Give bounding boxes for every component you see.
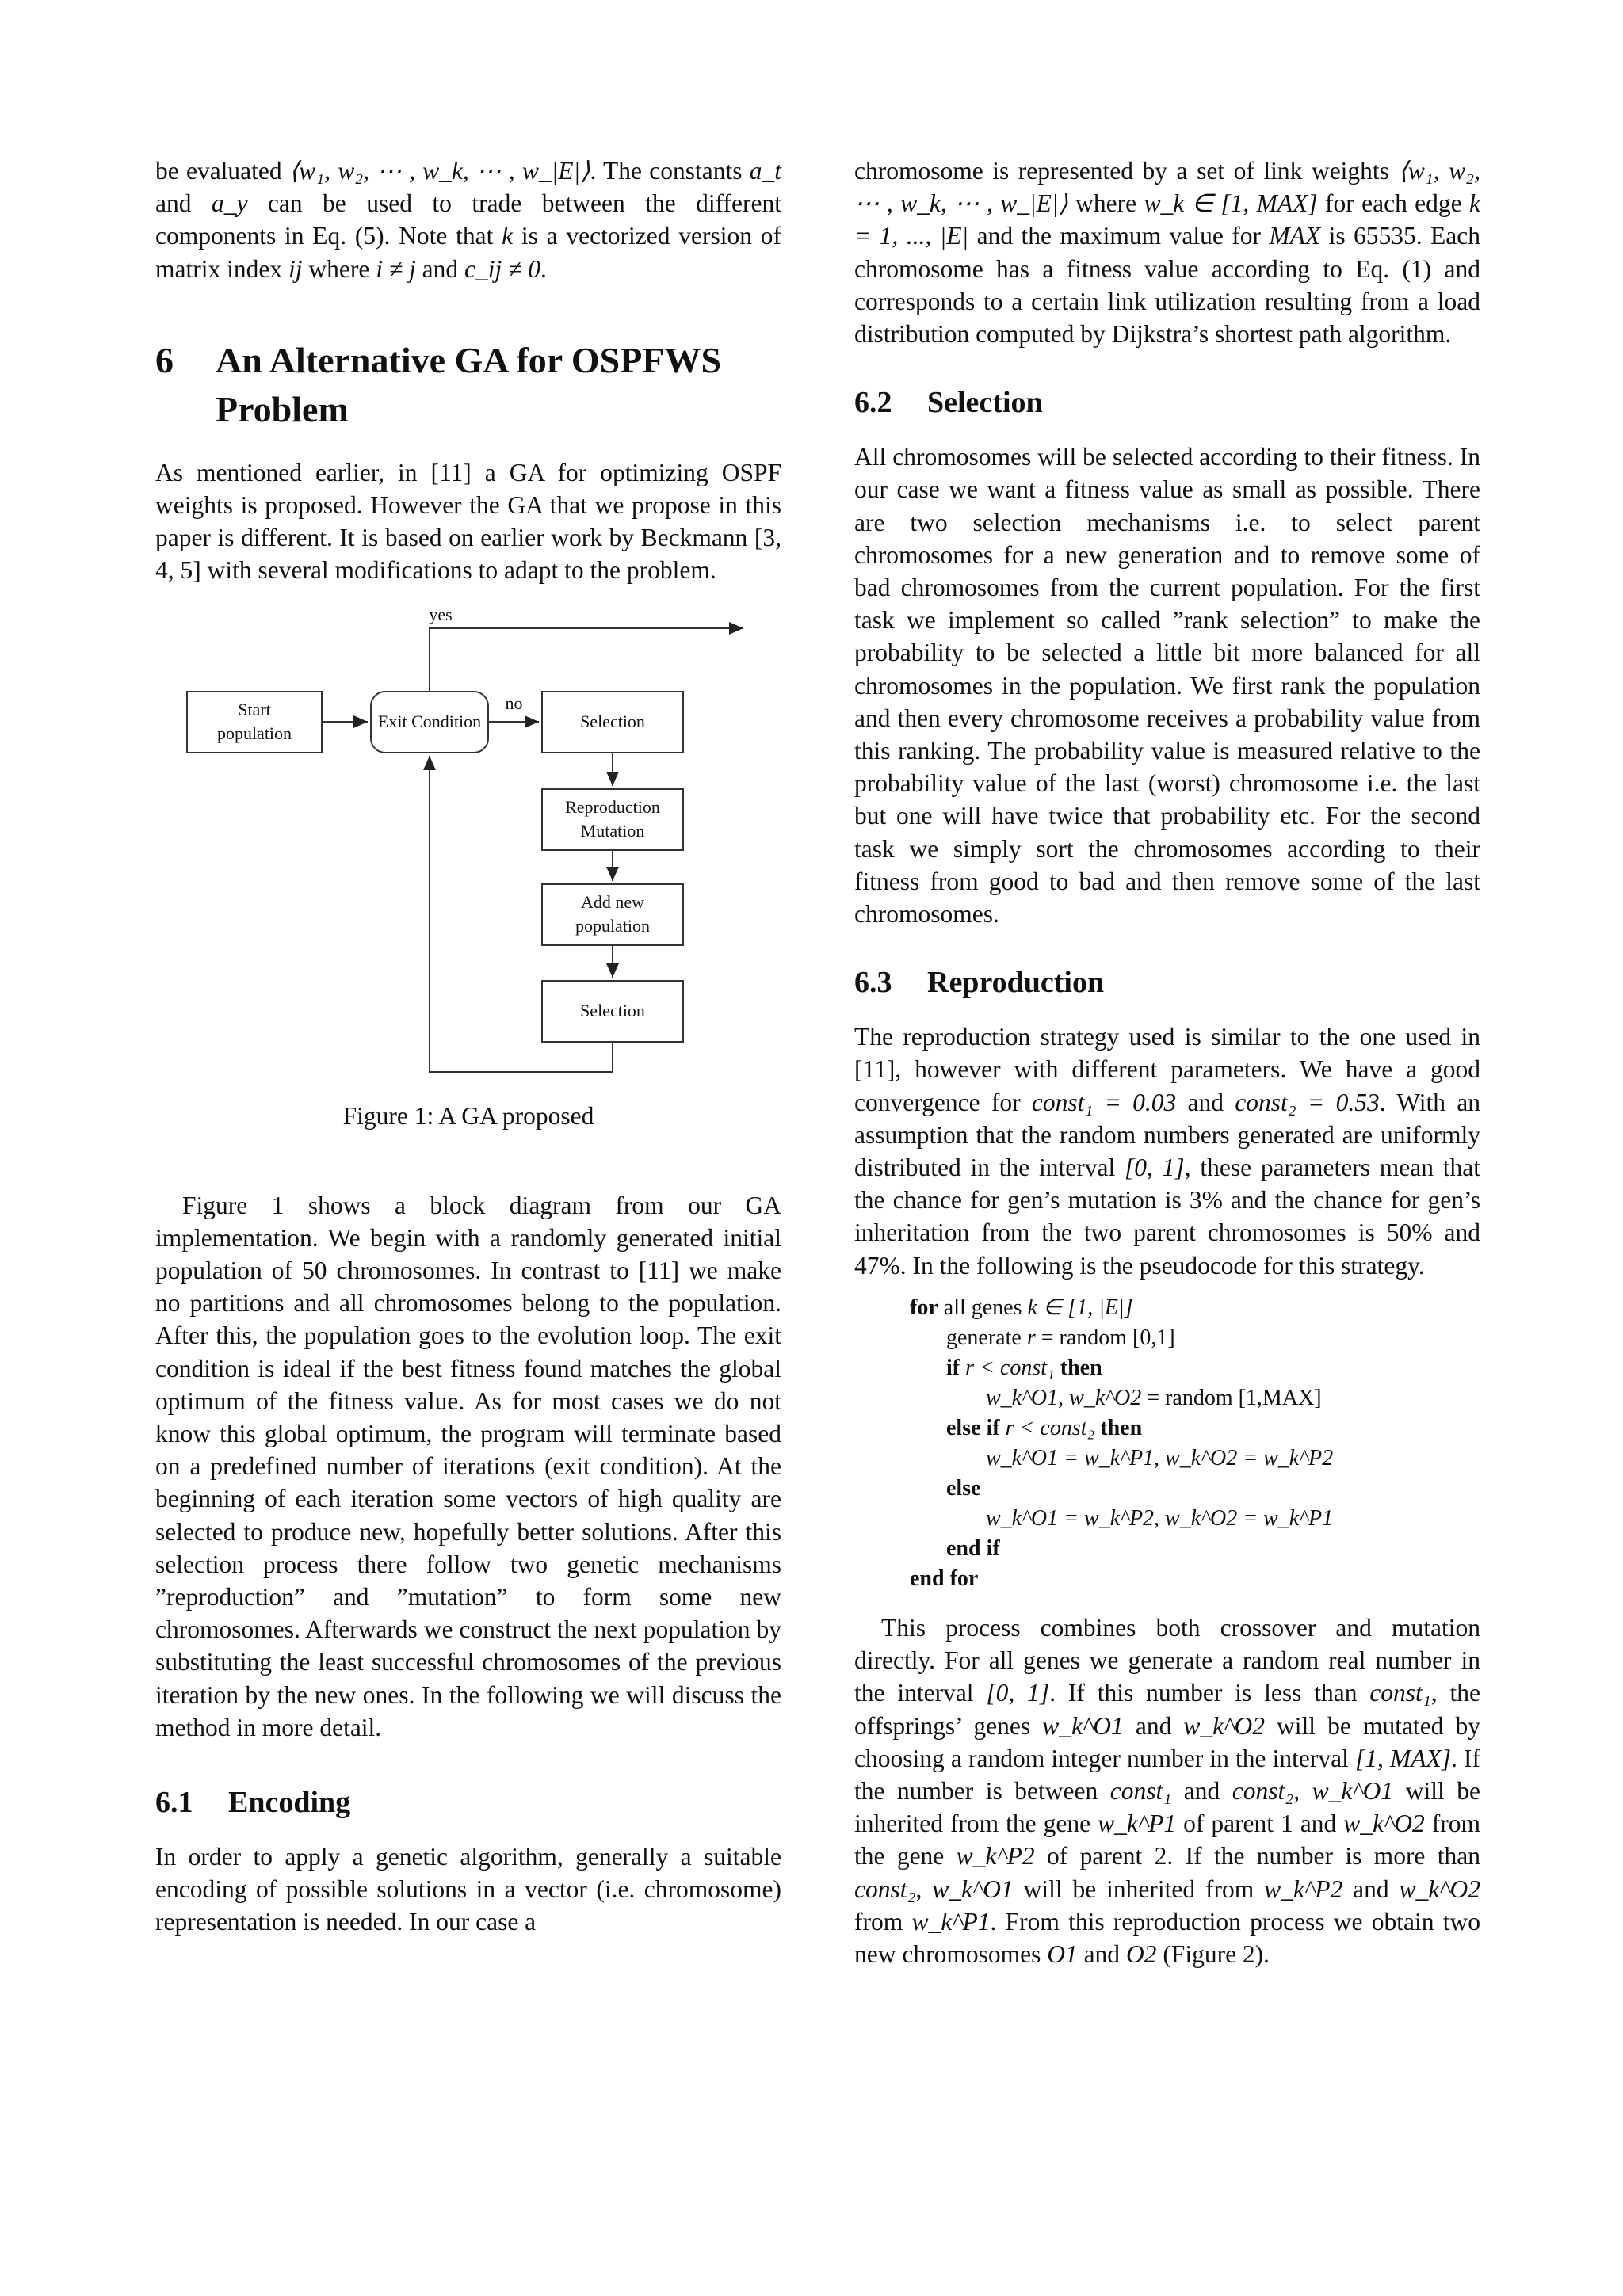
keyword: else if bbox=[946, 1415, 1000, 1440]
pseudocode-line bbox=[910, 1444, 1480, 1474]
subsection-6-3-heading bbox=[854, 962, 1480, 1003]
math-const1: const₁ bbox=[1109, 1776, 1172, 1805]
math-wk-range: w_k ∈ [1, MAX] bbox=[1144, 189, 1318, 218]
math-ay: a_y bbox=[211, 189, 248, 218]
text-run: , bbox=[915, 1875, 933, 1903]
math-k-range: k ∈ [1, |E|] bbox=[1027, 1295, 1133, 1320]
label-no: no bbox=[505, 692, 523, 713]
label-line: Mutation bbox=[580, 820, 645, 841]
pseudocode-line bbox=[910, 1413, 1480, 1444]
text-run: and bbox=[155, 189, 212, 218]
keyword: then bbox=[1100, 1415, 1143, 1440]
math-max: MAX bbox=[1269, 222, 1321, 250]
math-const1: const₁ bbox=[1369, 1679, 1431, 1707]
text-run: . The constants bbox=[590, 157, 750, 185]
math-wo2: w_k^O2 bbox=[1343, 1810, 1425, 1838]
keyword: if bbox=[946, 1355, 960, 1380]
selection-label-1: Selection bbox=[580, 711, 645, 731]
text-run: . bbox=[540, 254, 547, 283]
math-o2: O2 bbox=[1125, 1939, 1157, 1968]
text-run: . From this reproduction process we obtain two new chromosomes bbox=[854, 1907, 1481, 1968]
subsection-number: 6.2 bbox=[854, 386, 892, 420]
math-const2: const₂ bbox=[854, 1875, 916, 1903]
left-column bbox=[155, 154, 781, 1939]
pseudocode-line bbox=[910, 1383, 1480, 1413]
math-wo1: w_k^O1 bbox=[932, 1875, 1014, 1903]
text-run: of parent 2. If the number is more than bbox=[1034, 1842, 1480, 1871]
text-run: , bbox=[1293, 1776, 1312, 1805]
flowchart bbox=[155, 620, 781, 1080]
keyword: for bbox=[910, 1295, 938, 1320]
math-const2: const₂ = 0.53 bbox=[1235, 1088, 1380, 1116]
paragraph-encoding: In order to apply a genetic algorithm, generally a suitable encoding of possible solutions in a vector (i.e. chromosome) representation is needed. In our case a bbox=[155, 1843, 781, 1936]
label-line: Add new bbox=[580, 891, 645, 912]
math-cij: c_ij ≠ 0 bbox=[464, 254, 540, 283]
keyword: end if bbox=[946, 1535, 1000, 1561]
text-run: is a vectorized version of matrix index bbox=[155, 222, 781, 283]
text-run: generate bbox=[946, 1325, 1027, 1350]
math-k: k bbox=[502, 222, 514, 250]
text-run: of parent 1 and bbox=[1176, 1810, 1344, 1838]
math-cond: r < const₂ bbox=[999, 1415, 1101, 1440]
section-number: 6 bbox=[155, 339, 174, 380]
math-k-range: k = 1, ..., |E| bbox=[854, 189, 1480, 250]
reproduction-label bbox=[542, 795, 683, 843]
text-run: and bbox=[1342, 1875, 1400, 1903]
math-wo2: w_k^O2 bbox=[1399, 1875, 1481, 1903]
pseudocode-line bbox=[910, 1353, 1480, 1383]
math-inherit: w_k^O1 = w_k^P2, w_k^O2 = w_k^P1 bbox=[986, 1505, 1334, 1531]
text-run: for each edge bbox=[1317, 189, 1470, 218]
text-run: and bbox=[1123, 1711, 1184, 1740]
pseudocode-line bbox=[910, 1504, 1480, 1534]
text-run: can be used to trade between the different components in Eq. (5). Note that bbox=[155, 189, 781, 250]
label-line: Reproduction bbox=[565, 796, 660, 817]
math-wp1: w_k^P1 bbox=[911, 1907, 991, 1936]
math-const1: const₁ = 0.03 bbox=[1031, 1088, 1177, 1116]
text-run: is 65535. Each chromosome has a fitness value according to Eq. (1) and corresponds to a certain link utilization resulting from a load distribution computed by Dijkstra’s shortest path algorithm. bbox=[854, 222, 1480, 349]
text-run: and bbox=[1171, 1776, 1232, 1805]
text-run: and the maximum value for bbox=[968, 222, 1270, 250]
section-6-heading bbox=[155, 336, 781, 434]
math-interval: [0, 1] bbox=[1125, 1154, 1185, 1182]
paragraph-selection: All chromosomes will be selected according to their fitness. In our case we want a fitness value as small as possible. There are two selection mechanisms i.e. to select parent chromosomes for a new generation and to remove some of bad chromosomes from the current population. For the first task we implement so called ”rank selection” to make the probability to be selected a little bit more balanced for all chromosomes in the population. We first rank the population and then every chromosome receives a probability value from this ranking. The probability value is measured relative to the probability value of the last (worst) chromosome i.e. the last but one will have twice that probability etc. For the second task we simply sort the chromosomes according to their fitness from good to bad and then remove some of the last chromosomes. bbox=[854, 443, 1480, 929]
subsection-number: 6.1 bbox=[155, 1786, 193, 1820]
math-i-neq-j: i ≠ j bbox=[376, 254, 416, 283]
paragraph-reproduction bbox=[854, 1020, 1480, 1282]
text-run: be evaluated bbox=[155, 157, 289, 185]
arrow-yes-exit bbox=[430, 628, 743, 692]
text-run: , the offsprings’ genes bbox=[854, 1679, 1480, 1740]
paragraph-mentioned: As mentioned earlier, in [11] a GA for optimizing OSPF weights is proposed. However the GA that we propose in this paper is different. It is based on earlier work by Beckmann [3, 4, 5] with several modifications to adapt to the problem. bbox=[155, 458, 781, 585]
subsection-6-2-heading bbox=[854, 382, 1480, 423]
subsection-number: 6.3 bbox=[854, 966, 892, 1000]
math-at: a_t bbox=[749, 157, 781, 185]
math-r: r bbox=[1026, 1325, 1036, 1350]
subsection-title: Encoding bbox=[228, 1786, 351, 1820]
label-yes: yes bbox=[429, 604, 453, 624]
figure-1-caption: Figure 1: A GA proposed bbox=[342, 1101, 594, 1130]
math-wp2: w_k^P2 bbox=[1264, 1875, 1343, 1903]
keyword: then bbox=[1060, 1355, 1102, 1380]
text-run: . If the number is between bbox=[854, 1744, 1480, 1805]
figure-1-diagram bbox=[155, 604, 781, 1080]
label-line: Start bbox=[238, 699, 271, 719]
math-interval: [0, 1] bbox=[986, 1679, 1050, 1707]
pseudocode-line bbox=[910, 1293, 1480, 1323]
text-run: The reproduction strategy used is similar to the one used in [11], however with different parameters. We have a good convergence for bbox=[854, 1023, 1480, 1116]
math-offspring: w_k^O1, w_k^O2 bbox=[986, 1385, 1142, 1410]
keyword: end for bbox=[910, 1566, 979, 1591]
pseudocode-block bbox=[854, 1293, 1480, 1594]
text-run: = random [0,1] bbox=[1035, 1325, 1175, 1350]
math-o1: O1 bbox=[1047, 1939, 1078, 1968]
text-run: where bbox=[302, 254, 376, 283]
text-run: from the gene bbox=[854, 1810, 1481, 1871]
text-run: , these parameters mean that the chance for gen’s mutation is 3% and the chance for gen’s inheritation from the two parent chromosomes is 50% and 47%. In the following is the pseudocode for this strategy. bbox=[854, 1154, 1480, 1280]
math-wo2: w_k^O2 bbox=[1183, 1711, 1265, 1740]
math-ij: ij bbox=[288, 254, 303, 283]
text-run: chromosome is represented by a set of link weights bbox=[854, 157, 1399, 185]
text-run: from bbox=[854, 1907, 912, 1936]
pseudocode-line bbox=[910, 1564, 1480, 1594]
math-interval: [1, MAX] bbox=[1354, 1744, 1451, 1772]
math-wp2: w_k^P2 bbox=[956, 1842, 1035, 1871]
paragraph-figure1: Figure 1 shows a block diagram from our GA implementation. We begin with a randomly generated initial population of 50 chromosomes. In contrast to [11] we make no partitions and all chromosomes belong to the population. After this, the population goes to the evolution loop. The exit condition is ideal if the best fitness found matches the global optimum of the fitness value. As for most cases we do not know this global optimum, the program will terminate based on a predefined number of iterations (exit condition). At the beginning of each iteration some vectors of high quality are selected to produce new, hopefully better solutions. After this selection process there follow two genetic mechanisms ”reproduction” and ”mutation” to form some new chromosomes. Afterwards we construct the next population by substituting the least successful chromosomes of the previous iteration by the new ones. In the following we will discuss the method in more detail. bbox=[155, 1191, 781, 1741]
section-title: An Alternative GA for OSPFWS Problem bbox=[216, 339, 722, 429]
text-run: (Figure 2). bbox=[1156, 1939, 1270, 1968]
right-column bbox=[854, 154, 1480, 1970]
add-new-population-label bbox=[542, 891, 683, 938]
text-run: will be inherited from bbox=[1013, 1875, 1265, 1903]
exit-condition-label: Exit Condition bbox=[377, 711, 482, 731]
math-wo1: w_k^O1 bbox=[1042, 1711, 1124, 1740]
paragraph-process bbox=[854, 1611, 1480, 1970]
start-population-label bbox=[187, 698, 322, 746]
label-line: population bbox=[216, 723, 292, 743]
label-line: population bbox=[575, 915, 651, 936]
subsection-6-1-heading bbox=[155, 1782, 781, 1823]
math-weights-vector: ⟨w₁, w₂, ⋯ , w_k, ⋯ , w_|E|⟩ bbox=[288, 157, 590, 185]
pseudocode-line bbox=[910, 1534, 1480, 1564]
text-run: where bbox=[1067, 189, 1144, 218]
math-wp1: w_k^P1 bbox=[1098, 1810, 1177, 1838]
subsection-title: Selection bbox=[927, 386, 1043, 420]
math-weights-vector: ⟨w₁, w₂, ⋯ , w_k, ⋯ , w_|E|⟩ bbox=[854, 157, 1480, 218]
text-run: = random [1,MAX] bbox=[1141, 1385, 1322, 1410]
text-run: . With an assumption that the random numbers generated are uniformly distributed in the interval bbox=[854, 1088, 1481, 1182]
math-cond: r < const₁ bbox=[960, 1355, 1060, 1380]
intro-paragraph bbox=[155, 154, 781, 285]
text-run: . If this number is less than bbox=[1049, 1679, 1370, 1707]
text-run: will be mutated by choosing a random integer number in the interval bbox=[854, 1711, 1481, 1772]
selection-label-2: Selection bbox=[580, 1000, 645, 1020]
paragraph-chromosome bbox=[854, 154, 1480, 350]
text-run: all genes bbox=[938, 1295, 1028, 1320]
text-run: and bbox=[415, 254, 464, 283]
text-run: and bbox=[1077, 1939, 1126, 1968]
keyword: else bbox=[946, 1475, 981, 1501]
pseudocode-line bbox=[910, 1474, 1480, 1504]
text-run: This process combines both crossover and mutation directly. For all genes we generate a random real number in the interval bbox=[854, 1613, 1480, 1707]
math-const2: const₂ bbox=[1232, 1776, 1294, 1805]
math-wo1: w_k^O1 bbox=[1312, 1776, 1394, 1805]
text-run: will be inherited from the gene bbox=[854, 1776, 1480, 1838]
text-run: and bbox=[1176, 1088, 1235, 1116]
pseudocode-line bbox=[910, 1323, 1480, 1353]
math-inherit: w_k^O1 = w_k^P1, w_k^O2 = w_k^P2 bbox=[986, 1445, 1334, 1470]
subsection-title: Reproduction bbox=[927, 966, 1105, 1000]
